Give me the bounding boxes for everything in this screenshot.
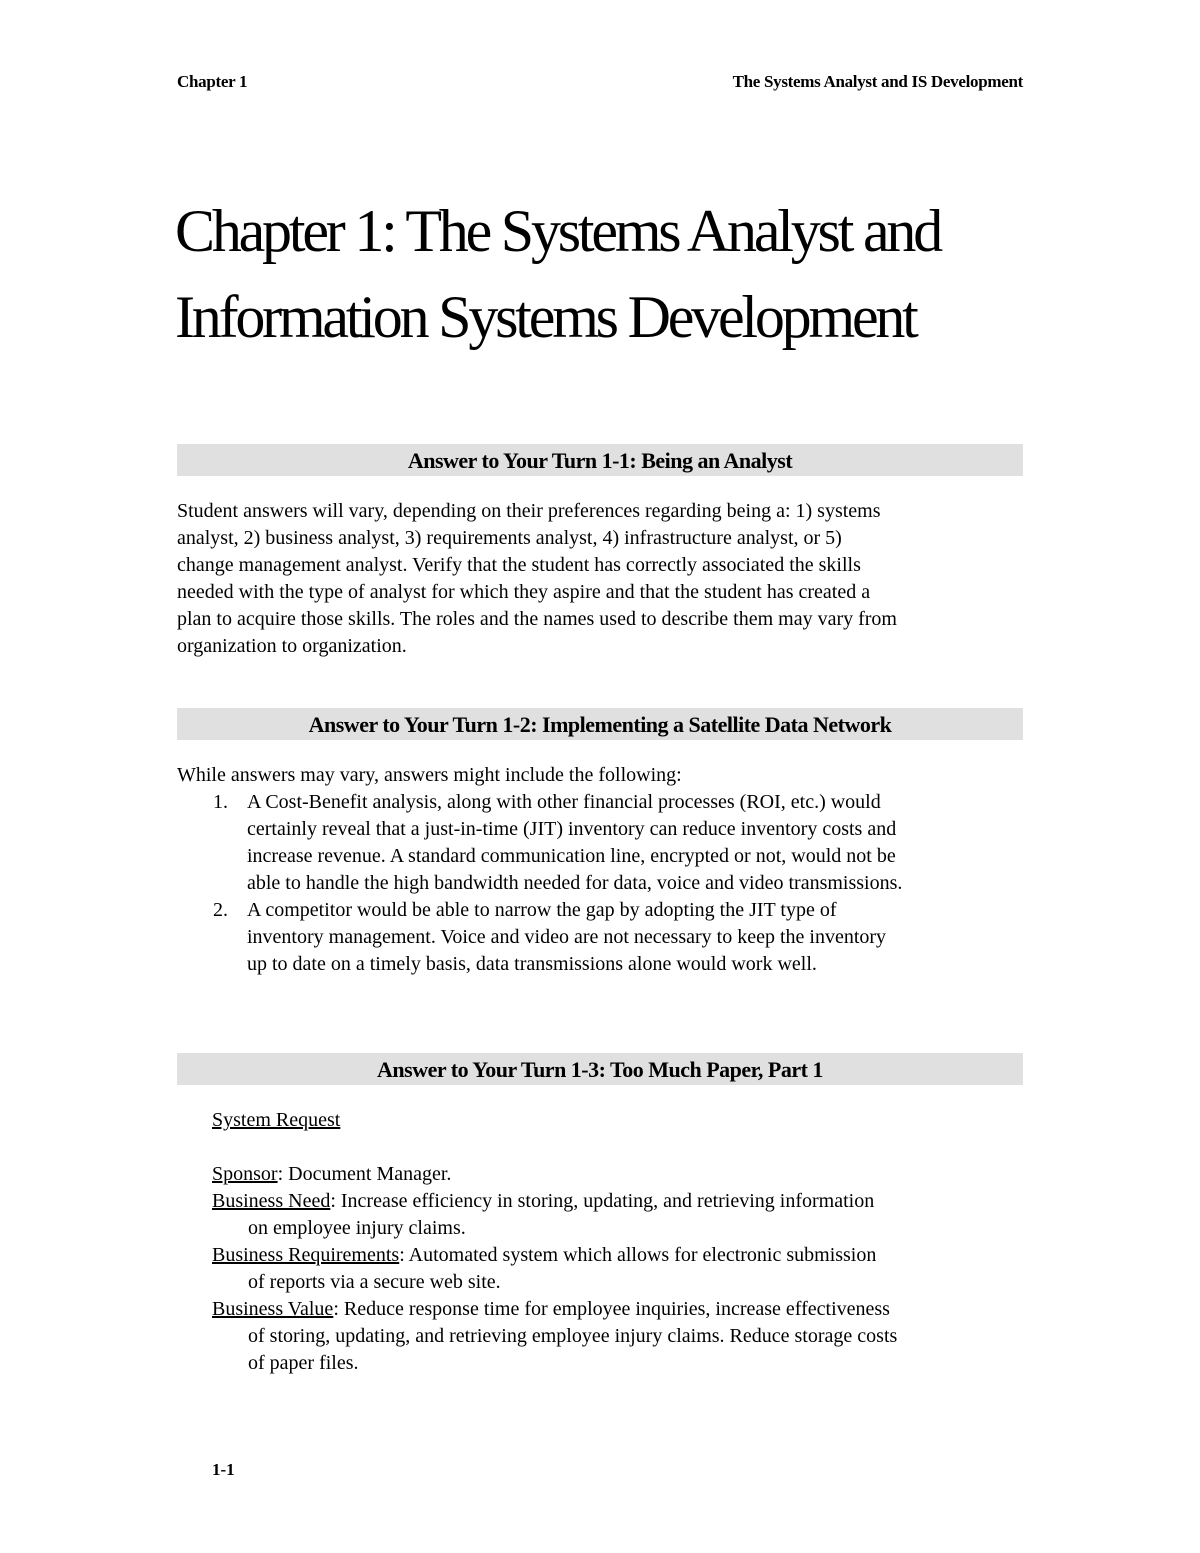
business-requirements-entry <box>212 1242 1032 1296</box>
running-header-right: The Systems Analyst and IS Development <box>732 72 1023 91</box>
business-need-label: Business Need <box>212 1190 331 1212</box>
section-heading-your-turn-1-1: Answer to Your Turn 1-1: Being an Analyst <box>177 444 1023 476</box>
chapter-title <box>175 188 1055 360</box>
business-requirements-value: : Automated system which allows for electronic submission <box>399 1244 877 1266</box>
section-heading-your-turn-1-3: Answer to Your Turn 1-3: Too Much Paper, Part 1 <box>177 1053 1023 1085</box>
list-item-line: inventory management. Voice and video are not necessary to keep the inventory <box>247 926 887 948</box>
list-item-line: increase revenue. A standard communication line, encrypted or not, would not be <box>247 845 896 867</box>
business-value-value-cont: of storing, updating, and retrieving employee injury claims. Reduce storage costs <box>248 1325 898 1347</box>
chapter-title-line-1: Chapter 1: The Systems Analyst and <box>175 198 941 264</box>
business-value-value: : Reduce response time for employee inquiries, increase effectiveness <box>333 1298 890 1320</box>
page-number: 1-1 <box>212 1460 235 1479</box>
business-requirements-label: Business Requirements <box>212 1244 400 1266</box>
answer-line: analyst, 2) business analyst, 3) requirements analyst, 4) infrastructure analyst, or 5) <box>177 527 842 549</box>
business-requirements-value-cont: of reports via a secure web site. <box>248 1271 501 1293</box>
business-value-value-cont: of paper files. <box>248 1352 359 1374</box>
list-item <box>177 789 1027 897</box>
business-need-entry <box>212 1188 1032 1242</box>
running-header-left: Chapter 1 <box>177 72 248 91</box>
list-item <box>177 897 1027 978</box>
business-value-label: Business Value <box>212 1298 334 1320</box>
list-item-line: A competitor would be able to narrow the gap by adopting the JIT type of <box>247 899 837 921</box>
list-item-line: able to handle the high bandwidth needed for data, voice and video transmissions. <box>247 872 903 894</box>
sponsor-value: : Document Manager. <box>277 1163 452 1185</box>
sponsor-entry <box>212 1161 1032 1188</box>
system-request-heading: System Request <box>212 1109 341 1131</box>
answer-line: Student answers will vary, depending on their preferences regarding being a: 1) systems <box>177 500 881 522</box>
running-header <box>177 72 1023 92</box>
answer-line: organization to organization. <box>177 635 407 657</box>
system-request <box>212 1107 1032 1377</box>
answer-line: change management analyst. Verify that the student has correctly associated the skills <box>177 554 861 576</box>
chapter-title-line-2: Information Systems Development <box>175 284 916 350</box>
your-turn-1-2-answer-list <box>177 789 1027 978</box>
your-turn-1-2-intro: While answers may vary, answers might include the following: <box>177 764 682 786</box>
business-need-value: : Increase efficiency in storing, updating, and retrieving information <box>330 1190 875 1212</box>
business-value-entry <box>212 1296 1032 1377</box>
list-item-number: 1. <box>213 791 228 813</box>
list-item-line: up to date on a timely basis, data transmissions alone would work well. <box>247 953 817 975</box>
answer-line: needed with the type of analyst for which they aspire and that the student has created a <box>177 581 871 603</box>
list-item-line: A Cost-Benefit analysis, along with other financial processes (ROI, etc.) would <box>247 791 881 813</box>
your-turn-1-1-answer <box>177 498 1027 660</box>
list-item-line: certainly reveal that a just-in-time (JIT) inventory can reduce inventory costs and <box>247 818 897 840</box>
list-item-number: 2. <box>213 899 228 921</box>
section-heading-your-turn-1-2: Answer to Your Turn 1-2: Implementing a Satellite Data Network <box>177 708 1023 740</box>
sponsor-label: Sponsor <box>212 1163 278 1185</box>
answer-line: plan to acquire those skills. The roles and the names used to describe them may vary from <box>177 608 897 630</box>
business-need-value-cont: on employee injury claims. <box>248 1217 466 1239</box>
